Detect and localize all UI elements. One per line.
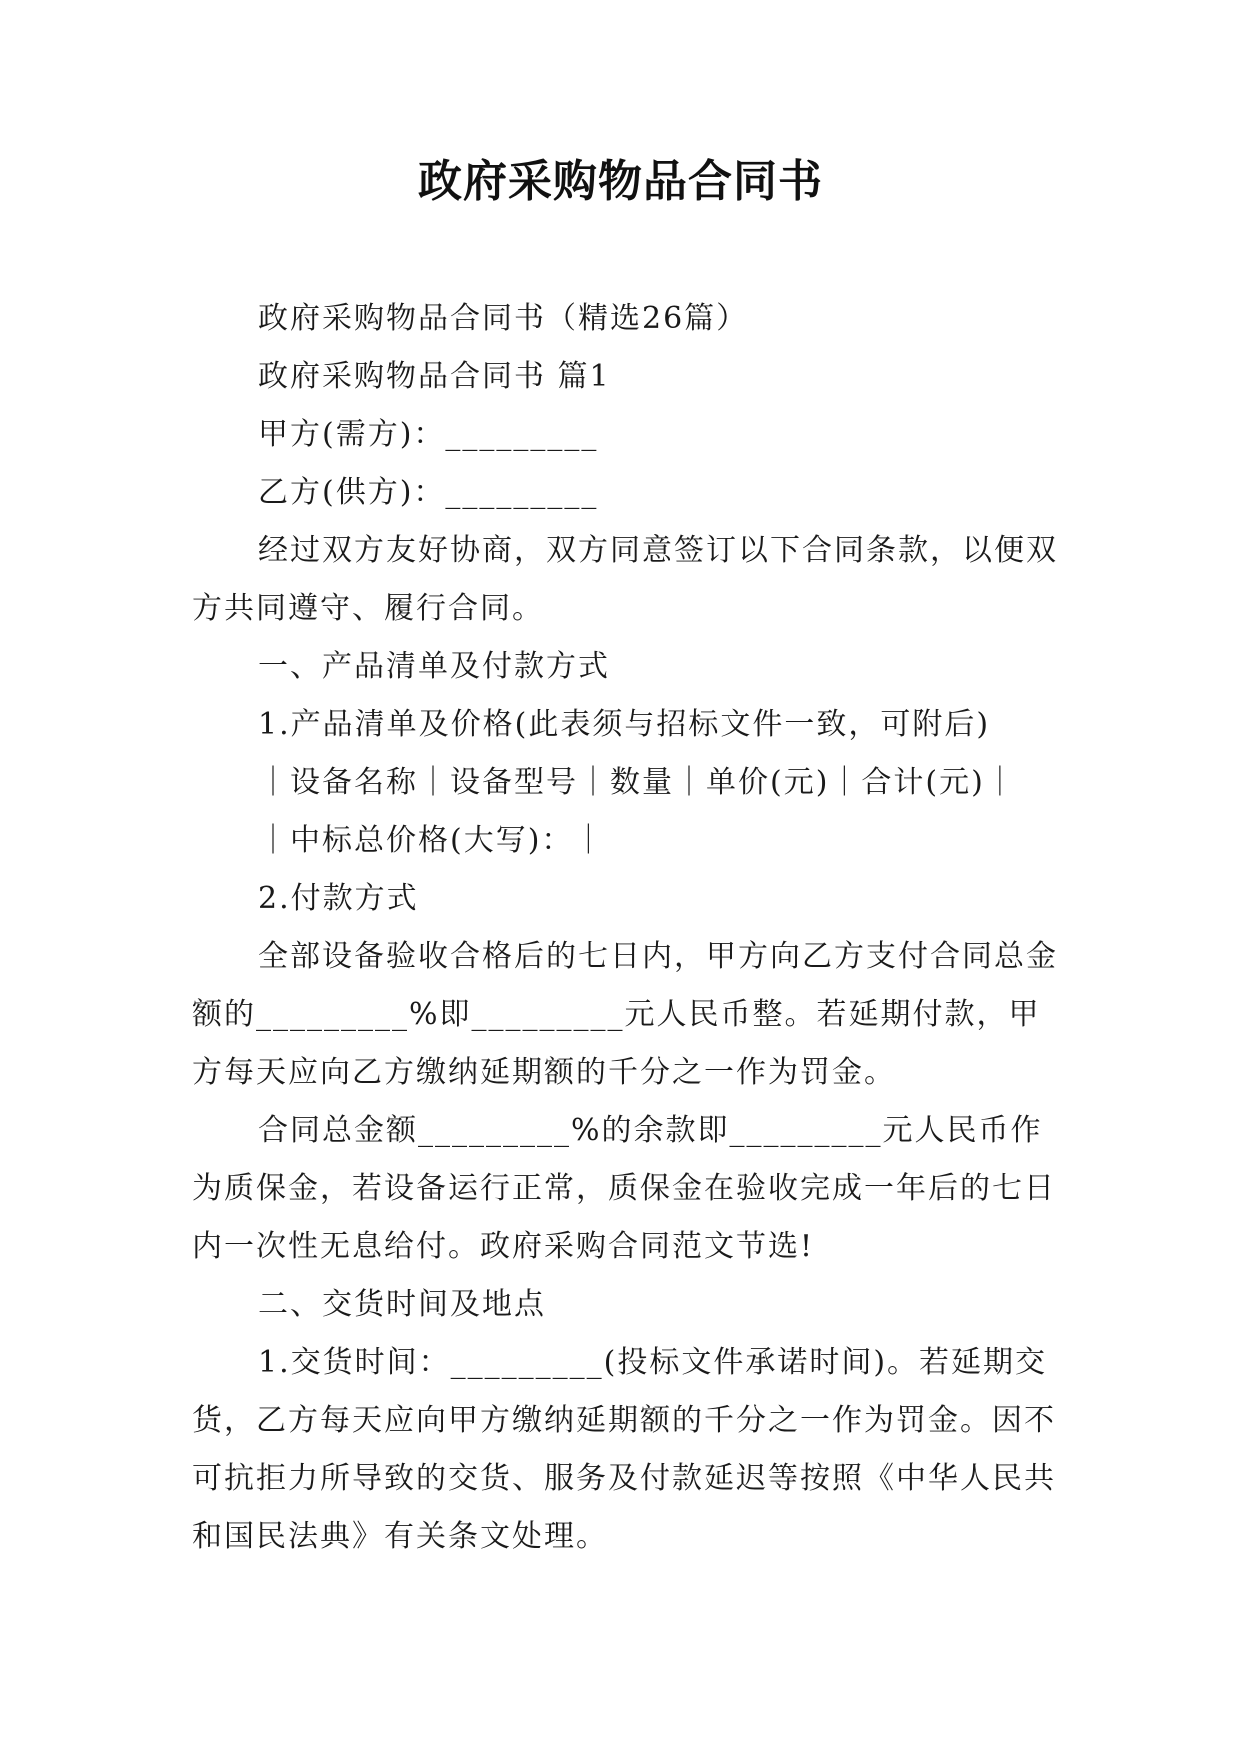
party-a-line: 甲方(需方)：_________ [258, 417, 599, 452]
product-table-total-row: ｜中标总价格(大写)：｜ [258, 823, 606, 858]
clause-item-1-1: 1.产品清单及价格(此表须与招标文件一致，可附后) [258, 707, 991, 742]
clause-heading-1: 一、产品清单及付款方式 [258, 649, 610, 684]
party-b-line: 乙方(供方)：_________ [258, 475, 599, 510]
document-title: 政府采购物品合同书 [418, 156, 823, 207]
document-body [192, 290, 1062, 1566]
intro-paragraph: 经过双方友好协商，双方同意签订以下合同条款，以便双方共同遵守、履行合同。 [192, 533, 1058, 626]
payment-paragraph: 全部设备验收合格后的七日内，甲方向乙方支付合同总金额的_________%即_________元人民币整。若延期付款，甲方每天应向乙方缴纳延期额的千分之一作为罚金。 [192, 939, 1058, 1090]
subtitle-line: 政府采购物品合同书（精选26篇） [258, 301, 749, 336]
clause-item-1-2: 2.付款方式 [258, 881, 419, 916]
delivery-paragraph: 1.交货时间：_________(投标文件承诺时间)。若延期交货，乙方每天应向甲方缴纳延期额的千分之一作为罚金。因不可抗拒力所导致的交货、服务及付款延迟等按照《中华人民共和国民法典》有关条文处理。 [192, 1345, 1056, 1554]
section-heading: 政府采购物品合同书 篇1 [258, 359, 611, 394]
product-table-header-row: ｜设备名称｜设备型号｜数量｜单价(元)｜合计(元)｜ [258, 765, 1017, 800]
clause-heading-2: 二、交货时间及地点 [258, 1287, 546, 1322]
warranty-paragraph: 合同总金额_________%的余款即_________元人民币作为质保金，若设备运行正常，质保金在验收完成一年后的七日内一次性无息给付。政府采购合同范文节选! [192, 1113, 1056, 1264]
